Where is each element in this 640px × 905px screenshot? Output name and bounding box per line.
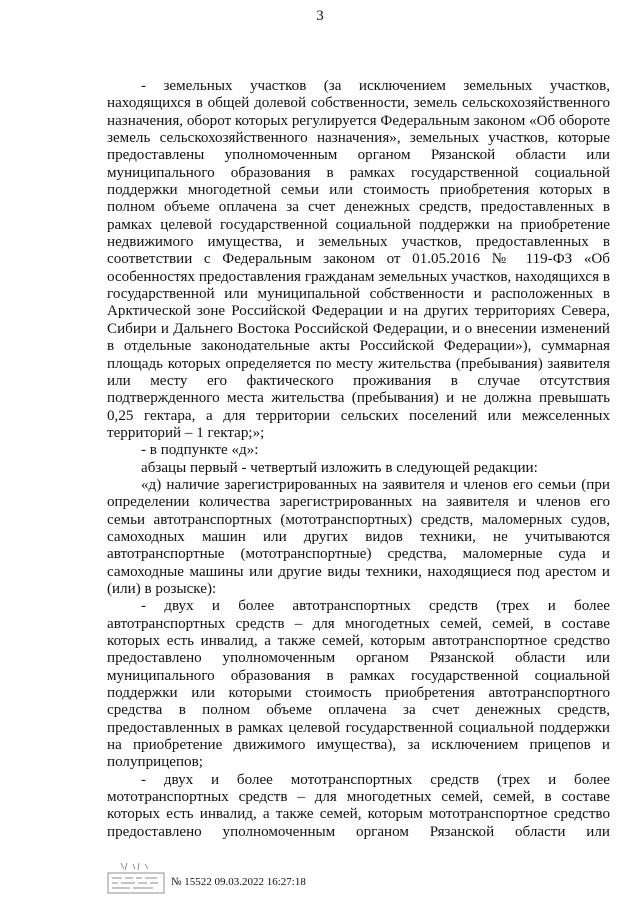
- registration-number: № 15522 09.03.2022 16:27:18: [171, 876, 306, 888]
- page-number: 3: [316, 8, 324, 24]
- paragraph-new-wording: абзацы первый - четвертый изложить в следующей редакции:: [141, 459, 538, 476]
- paragraph-motorcycles: - двух и более мототранспортных средств (трех и более мототранспортных средств – для многодетных семей, семей, в составе которых есть инвалид, а также семей, которым мототранспортное средство предоставлено уполномоченным органом Рязанской области или: [107, 771, 610, 840]
- electronic-signature-stamp: [107, 861, 165, 895]
- paragraph-cars: - двух и более автотранспортных средств (трех и более автотранспортных средств – для многодетных семей, семей, в составе которых есть инвалид, а также семей, которым автотранспортное средство предоставлено уполномоченным органом Рязанской области или муниципального образования в рамках государственной социальной поддержки или которыми стоимость приобретения автотранспортного средства в полном объеме оплачена за счет денежных средств, предоставленных в рамках целевой государственной социальной поддержки на приобретение движимого имущества), за исключением прицепов и полуприцепов;: [107, 598, 610, 771]
- paragraph-d-vehicles: «д) наличие зарегистрированных на заявителя и членов его семьи (при определении количества зарегистрированных на заявителя и членов его семьи автотранспортных (мототранспортных) средств, маломерных судов, самоходных машин или других видов техники, не учитываются автотранспортные (мототранспортные) средства, маломерные суда и самоходные машины или другие виды техники, находящиеся под арестом и (или) в розыске):: [107, 476, 610, 597]
- paragraph-land-plots: - земельных участков (за исключением земельных участков, находящихся в общей долевой собственности, земель сельскохозяйственного назначения, оборот которых регулируется Федеральным законом «Об обороте земель сельскохозяйственного назначения», земельных участков, которые предоставлены уполномоченным органом Рязанской области или муниципального образования в рамках государственной социальной поддержки многодетной семьи или стоимость приобретения которых в полном объеме оплачена за счет денежных средств, предоставленных в рамках целевой государственной социальной поддержки на приобретение недвижимого имущества, и земельных участков, предоставленных в соответствии с Федеральным законом от 01.05.2016 № 119-ФЗ «Об особенностях предоставления гражданам земельных участков, находящихся в государственной или муниципальной собственности и расположенных в Арктической зоне Российской Федерации и на других территориях Севера, Сибири и Дальнего Востока Российской Федерации, и о внесении изменений в отдельные законодательные акты Российской Федерации»), суммарная площадь которых определяется по месту жительства (пребывания) заявителя или месту его фактического проживания в случае отсутствия подтвержденного места жительства (пребывания) и не должна превышать 0,25 гектара, а для территории сельских поселений или межселенных территорий – 1 гектар;»;: [107, 78, 610, 441]
- paragraph-subpoint-d: - в подпункте «д»:: [141, 442, 259, 459]
- page-footer: [107, 861, 527, 901]
- document-body: [107, 78, 610, 841]
